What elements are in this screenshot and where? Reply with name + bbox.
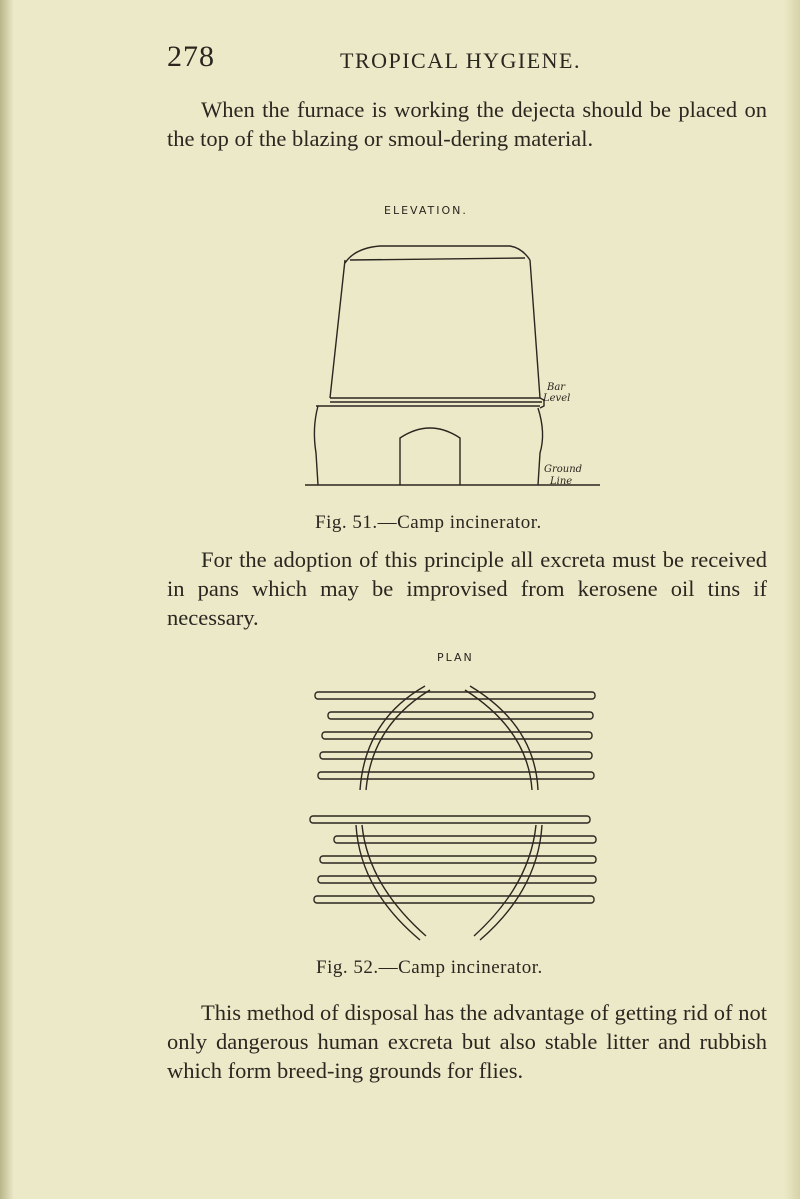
fire-opening: [400, 428, 460, 485]
upper-body-right: [530, 260, 540, 398]
page-binding-edge: [0, 0, 14, 1199]
figure-51-elevation-drawing: [300, 228, 620, 498]
upper-support-left: [360, 686, 425, 790]
upper-support-right-inner: [465, 690, 532, 790]
lower-body-left: [314, 406, 318, 485]
paragraph-1: When the furnace is working the dejecta should be placed on the top of the blazing or smoul-dering material.: [167, 97, 767, 151]
figure-51-heading: ELEVATION.: [384, 204, 468, 217]
upper-support-right: [470, 686, 538, 790]
label-bar-text: Bar: [547, 382, 566, 393]
figure-51-caption: Fig. 51.—Camp incinerator.: [315, 512, 542, 533]
paragraph-2: For the adoption of this principle all excreta must be received in pans which may be improvised from kerosene oil tins if necessary.: [167, 547, 767, 630]
top-rim-inner: [350, 258, 525, 260]
label-line-text: Line: [550, 476, 573, 487]
figure-52-heading: PLAN: [437, 651, 474, 664]
lower-bars: [310, 816, 596, 903]
upper-body-left: [330, 260, 345, 398]
label-ground-text: Ground: [544, 464, 583, 475]
figure-52-caption: Fig. 52.—Camp incinerator.: [316, 957, 543, 978]
figure-52-plan-drawing: [310, 680, 610, 945]
running-head: TROPICAL HYGIENE.: [340, 48, 581, 73]
page-number: 278: [167, 40, 215, 73]
lower-body-right: [538, 408, 543, 485]
paragraph-3: This method of disposal has the advantage of getting rid of not only dangerous human excreta but also stable litter and rubbish which form breed-ing grounds for flies.: [167, 1000, 767, 1083]
top-rim: [345, 246, 530, 263]
upper-bars: [315, 692, 595, 779]
page-right-edge: [784, 0, 800, 1199]
label-level-text: Level: [543, 393, 571, 404]
